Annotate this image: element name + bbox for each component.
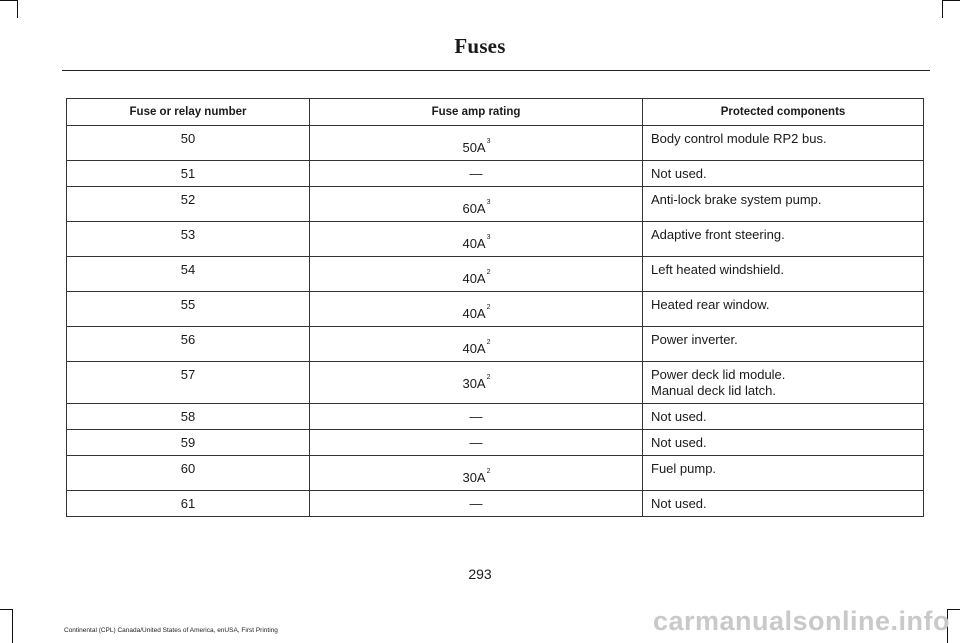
amp-value-wrap — [462, 376, 489, 395]
table-row — [67, 292, 924, 327]
protected-components — [643, 187, 924, 222]
table-row — [67, 362, 924, 404]
protected-components — [643, 222, 924, 257]
component-line: Fuel pump. — [651, 461, 717, 476]
fuse-number: 52 — [67, 187, 310, 222]
fuse-number: 60 — [67, 456, 310, 491]
component-line: Not used. — [651, 166, 707, 181]
fuse-amp-rating — [310, 430, 643, 456]
amp-value: 40A — [462, 271, 486, 286]
component-line: Left heated windshield. — [651, 262, 784, 277]
component-line: Not used. — [651, 496, 707, 511]
component-line: Not used. — [651, 435, 707, 450]
amp-value: — — [469, 496, 483, 511]
fuse-amp-rating — [310, 161, 643, 187]
footnote-marker: 3 — [486, 234, 491, 241]
fuse-amp-rating — [310, 257, 643, 292]
footnote-marker: 3 — [486, 199, 491, 206]
crop-mark — [0, 609, 13, 610]
amp-value: 40A — [462, 306, 486, 321]
fuse-amp-rating — [310, 187, 643, 222]
component-line: Power deck lid module. — [651, 367, 786, 382]
amp-value-wrap — [462, 271, 489, 290]
fuse-number: 59 — [67, 430, 310, 456]
amp-value: 50A — [462, 140, 486, 155]
amp-value-wrap — [462, 341, 489, 360]
fuse-number: 57 — [67, 362, 310, 404]
amp-value-wrap — [462, 306, 489, 325]
title-rule — [62, 70, 930, 71]
amp-value-wrap — [462, 140, 489, 159]
fuse-number: 61 — [67, 491, 310, 517]
footnote-marker: 2 — [486, 269, 491, 276]
footnote-marker: 2 — [486, 339, 491, 346]
amp-value-wrap — [462, 470, 489, 489]
table-row — [67, 491, 924, 517]
component-line: Heated rear window. — [651, 297, 770, 312]
amp-value-wrap — [462, 201, 489, 220]
table-row — [67, 161, 924, 187]
fuse-amp-rating — [310, 491, 643, 517]
component-line: Anti-lock brake system pump. — [651, 192, 822, 207]
page-number: 293 — [468, 566, 492, 582]
amp-value: — — [469, 435, 483, 450]
fuse-amp-rating — [310, 126, 643, 161]
component-line: Not used. — [651, 409, 707, 424]
crop-mark — [0, 0, 18, 1]
table-row — [67, 222, 924, 257]
protected-components — [643, 430, 924, 456]
table-body — [67, 126, 924, 517]
protected-components — [643, 362, 924, 404]
component-line: Adaptive front steering. — [651, 227, 785, 242]
table-row — [67, 187, 924, 222]
page-title: Fuses — [454, 34, 506, 58]
fuse-amp-rating — [310, 292, 643, 327]
protected-components — [643, 292, 924, 327]
amp-value: — — [469, 409, 483, 424]
protected-components — [643, 126, 924, 161]
fuse-number: 50 — [67, 126, 310, 161]
fuse-number: 51 — [67, 161, 310, 187]
component-line: Body control module RP2 bus. — [651, 131, 827, 146]
footnote-marker: 2 — [486, 374, 491, 381]
table-row — [67, 327, 924, 362]
table-row — [67, 456, 924, 491]
fuse-number: 53 — [67, 222, 310, 257]
protected-components — [643, 491, 924, 517]
amp-value-wrap — [462, 236, 489, 255]
protected-components — [643, 257, 924, 292]
footnote-marker: 2 — [486, 468, 491, 475]
table-row — [67, 126, 924, 161]
amp-value: — — [469, 166, 483, 181]
column-header-number: Fuse or relay number — [67, 99, 310, 126]
amp-value: 40A — [462, 236, 486, 251]
table-row — [67, 430, 924, 456]
fuse-amp-rating — [310, 327, 643, 362]
component-line: Manual deck lid latch. — [651, 383, 777, 398]
footnote-marker: 3 — [486, 138, 491, 145]
fuse-number: 56 — [67, 327, 310, 362]
crop-mark — [12, 609, 13, 643]
footnote-marker: 2 — [486, 304, 491, 311]
fuse-number: 54 — [67, 257, 310, 292]
amp-value: 30A — [462, 470, 486, 485]
protected-components — [643, 456, 924, 491]
fuse-number: 55 — [67, 292, 310, 327]
column-header-components: Protected components — [643, 99, 924, 126]
protected-components — [643, 404, 924, 430]
amp-value: 30A — [462, 376, 486, 391]
column-header-amp: Fuse amp rating — [310, 99, 643, 126]
fuse-table — [66, 98, 924, 517]
table-row — [67, 257, 924, 292]
component-line: Power inverter. — [651, 332, 738, 347]
fuse-number: 58 — [67, 404, 310, 430]
crop-mark — [942, 0, 960, 1]
fuse-amp-rating — [310, 362, 643, 404]
fuse-amp-rating — [310, 456, 643, 491]
protected-components — [643, 161, 924, 187]
table-row — [67, 404, 924, 430]
crop-mark — [942, 0, 943, 18]
fuse-amp-rating — [310, 404, 643, 430]
table-header-row — [67, 99, 924, 126]
fuse-amp-rating — [310, 222, 643, 257]
footer-text: Continental (CPL) Canada/United States of America, enUSA, First Printing — [64, 627, 278, 634]
amp-value: 60A — [462, 201, 486, 216]
crop-mark — [17, 0, 18, 18]
protected-components — [643, 327, 924, 362]
amp-value: 40A — [462, 341, 486, 356]
watermark-logo: carmanualsonline.info — [652, 606, 950, 636]
